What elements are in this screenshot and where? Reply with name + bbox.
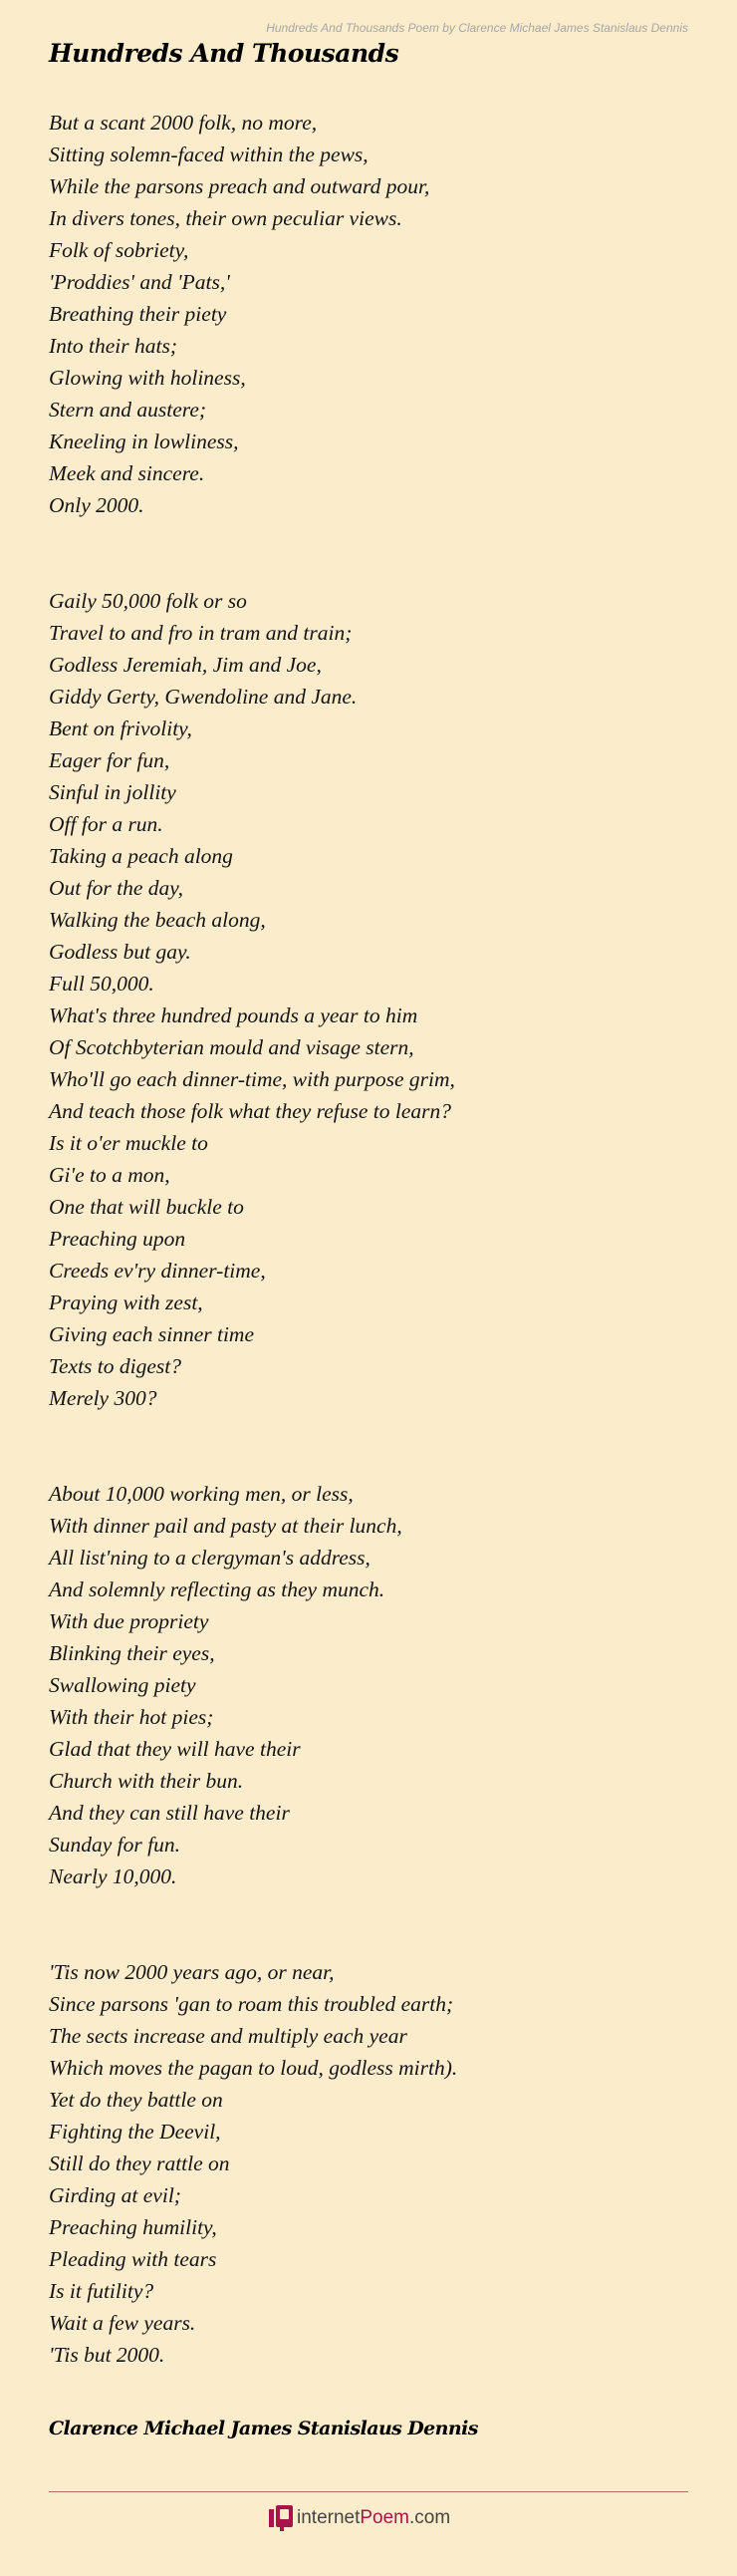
- poem-line: Swallowing piety: [49, 1673, 196, 1697]
- poem-line: Godless Jeremiah, Jim and Joe,: [49, 653, 322, 677]
- poem-line: 'Tis now 2000 years ago, or near,: [49, 1960, 335, 1984]
- poem-line: Giving each sinner time: [49, 1322, 254, 1346]
- logo-accent: Poem: [360, 2507, 410, 2528]
- poem-line: 'Tis but 2000.: [49, 2343, 165, 2367]
- header-credit: Hundreds And Thousands Poem by Clarence Michael James Stanislaus Dennis: [266, 21, 688, 35]
- poem-line: Gi'e to a mon,: [49, 1163, 170, 1187]
- poem-line: Folk of sobriety,: [49, 238, 189, 262]
- poem-line: Godless but gay.: [49, 940, 191, 964]
- poem-line: Is it o'er muckle to: [49, 1131, 208, 1155]
- poem-line: Yet do they battle on: [49, 2088, 223, 2112]
- poem-line: Still do they rattle on: [49, 2151, 230, 2175]
- poem-line: Gaily 50,000 folk or so: [49, 589, 247, 613]
- poem-stanza: [49, 585, 706, 1414]
- poem-line: Sunday for fun.: [49, 1833, 180, 1857]
- poem-line: Meek and sincere.: [49, 461, 205, 485]
- poem-title: Hundreds And Thousands: [49, 39, 399, 68]
- poem-line: Fighting the Deevil,: [49, 2120, 221, 2144]
- poem-line: Taking a peach along: [49, 844, 233, 868]
- poem-line: Kneeling in lowliness,: [49, 429, 239, 453]
- logo-prefix: internet: [297, 2507, 361, 2528]
- poem-line: Texts to digest?: [49, 1354, 181, 1378]
- poem-line: Merely 300?: [49, 1386, 157, 1410]
- poem-line: Pleading with tears: [49, 2247, 217, 2271]
- poem-line: Glowing with holiness,: [49, 366, 246, 390]
- poem-line: Blinking their eyes,: [49, 1641, 215, 1665]
- poem-line: But a scant 2000 folk, no more,: [49, 111, 318, 135]
- poem-line: One that will buckle to: [49, 1195, 244, 1219]
- poem-line: Into their hats;: [49, 334, 177, 358]
- poem-line: Preaching upon: [49, 1227, 186, 1251]
- poem-line: With due propriety: [49, 1609, 209, 1633]
- poem-line: Glad that they will have their: [49, 1737, 301, 1761]
- poem-line: Creeds ev'ry dinner-time,: [49, 1259, 266, 1283]
- poem-stanza: [49, 1956, 706, 2371]
- poem-line: Nearly 10,000.: [49, 1864, 177, 1888]
- poem-line: Wait a few years.: [49, 2311, 196, 2335]
- poem-line: 'Proddies' and 'Pats,': [49, 270, 230, 294]
- poem-line: While the parsons preach and outward pour,: [49, 174, 430, 198]
- poem-line: Full 50,000.: [49, 972, 154, 996]
- poem-line: Travel to and fro in tram and train;: [49, 621, 353, 645]
- poem-line: Stern and austere;: [49, 398, 207, 422]
- footer-divider: [49, 2491, 688, 2492]
- poem-line: Only 2000.: [49, 493, 144, 517]
- poem-line: Praying with zest,: [49, 1290, 203, 1314]
- poem-line: Breathing their piety: [49, 302, 227, 326]
- poem-line: And solemnly reflecting as they munch.: [49, 1577, 385, 1601]
- poem-line: In divers tones, their own peculiar views.: [49, 206, 402, 230]
- poem-line: Since parsons 'gan to roam this troubled earth;: [49, 1992, 454, 2016]
- poem-line: With their hot pies;: [49, 1705, 214, 1729]
- poem-line: Out for the day,: [49, 876, 183, 900]
- site-logo-link[interactable]: [269, 2503, 450, 2533]
- poem-line: And they can still have their: [49, 1801, 290, 1825]
- poem-line: Sitting solemn-faced within the pews,: [49, 143, 368, 166]
- poem-line: What's three hundred pounds a year to him: [49, 1003, 418, 1027]
- poem-line: Church with their bun.: [49, 1769, 244, 1793]
- internetpoem-logo-icon: [269, 2505, 293, 2531]
- poem-line: With dinner pail and pasty at their lunch,: [49, 1514, 402, 1538]
- poem-line: Girding at evil;: [49, 2183, 181, 2207]
- poem-line: Off for a run.: [49, 812, 163, 836]
- poem-line: And teach those folk what they refuse to learn?: [49, 1099, 452, 1123]
- poem-line: About 10,000 working men, or less,: [49, 1482, 354, 1506]
- poem-body: [49, 107, 706, 2434]
- poem-line: Which moves the pagan to loud, godless mirth).: [49, 2056, 458, 2080]
- poem-line: Preaching humility,: [49, 2215, 217, 2239]
- logo-suffix: .com: [409, 2507, 451, 2528]
- poem-line: Of Scotchbyterian mould and visage stern,: [49, 1035, 414, 1059]
- poem-author[interactable]: Clarence Michael James Stanislaus Dennis: [49, 2418, 478, 2439]
- poem-line: Eager for fun,: [49, 748, 170, 772]
- poem-line: Who'll go each dinner-time, with purpose grim,: [49, 1067, 455, 1091]
- poem-stanza: [49, 1478, 706, 1892]
- poem-line: Is it futility?: [49, 2279, 154, 2303]
- site-logo-text: [297, 2507, 450, 2529]
- poem-line: Walking the beach along,: [49, 908, 266, 932]
- poem-stanza: [49, 107, 706, 521]
- poem-line: All list'ning to a clergyman's address,: [49, 1546, 370, 1570]
- poem-line: Giddy Gerty, Gwendoline and Jane.: [49, 685, 358, 709]
- poem-line: The sects increase and multiply each year: [49, 2024, 407, 2048]
- poem-line: Bent on frivolity,: [49, 716, 192, 740]
- poem-line: Sinful in jollity: [49, 780, 176, 804]
